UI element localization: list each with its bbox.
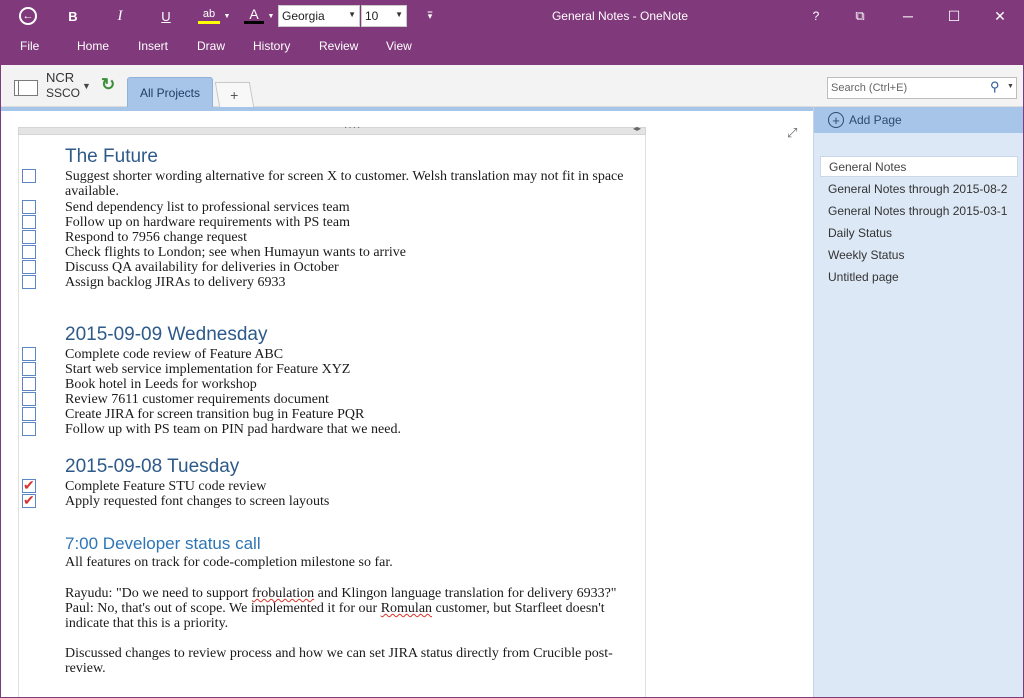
todo-checkbox[interactable] (22, 377, 36, 391)
todo-checkbox[interactable] (22, 200, 36, 214)
notebook-subname[interactable]: SSCO (46, 86, 81, 100)
customize-qat-button[interactable]: ▾̅ (427, 10, 433, 21)
add-page-label: Add Page (849, 113, 902, 127)
todo-checkbox[interactable] (22, 422, 36, 436)
todo-item[interactable]: Create JIRA for screen transition bug in Feature PQR (65, 407, 365, 422)
page-tab[interactable]: General Notes through 2015-08-2 (828, 181, 1008, 196)
expand-icon[interactable]: ⤢ (787, 125, 798, 140)
search-placeholder: Search (Ctrl+E) (831, 82, 908, 94)
todo-item[interactable]: Apply requested font changes to screen layouts (65, 494, 330, 509)
tab-home[interactable]: Home (77, 39, 110, 53)
page-tab-weekly-status[interactable]: Weekly Status (828, 247, 905, 262)
todo-item[interactable]: Book hotel in Leeds for workshop (65, 377, 257, 392)
tab-review[interactable]: Review (319, 39, 359, 53)
bold-button[interactable]: B (68, 8, 78, 24)
plus-circle-icon: + (828, 112, 844, 128)
note-text: and Klingon language translation for delivery 6933?" (314, 586, 617, 601)
note-text: Paul: No, that's out of scope. We implemented it for our (65, 601, 381, 616)
tab-file[interactable]: File (20, 39, 40, 53)
chevron-down-icon[interactable]: ▼ (82, 81, 91, 91)
page-tab[interactable]: General Notes through 2015-03-1 (828, 203, 1008, 218)
todo-item[interactable]: Start web service implementation for Feature XYZ (65, 362, 351, 377)
todo-item[interactable]: Suggest shorter wording alternative for screen X to customer. Welsh translation may not fit in space available. (65, 169, 624, 199)
sync-icon[interactable]: ↻ (101, 75, 116, 94)
tab-view[interactable]: View (386, 39, 412, 53)
search-input[interactable] (827, 77, 1017, 99)
todo-item[interactable]: Check flights to London; see when Humayun wants to arrive (65, 245, 406, 260)
todo-checkbox[interactable] (22, 362, 36, 376)
todo-checkbox-checked[interactable] (22, 494, 36, 508)
todo-checkbox-checked[interactable] (22, 479, 36, 493)
notebook-bar (0, 65, 1024, 107)
todo-item[interactable]: Complete Feature STU code review (65, 479, 267, 494)
todo-item[interactable]: Assign backlog JIRAs to delivery 6933 (65, 275, 286, 290)
misspelled-word[interactable]: Romulan (380, 601, 433, 616)
page-canvas[interactable] (0, 107, 813, 698)
todo-checkbox[interactable] (22, 260, 36, 274)
font-family-select[interactable] (278, 5, 360, 27)
todo-checkbox[interactable] (22, 230, 36, 244)
heading-the-future[interactable]: The Future (65, 146, 158, 167)
page-tab-general-notes[interactable]: General Notes (820, 156, 1018, 177)
add-section-button[interactable] (215, 82, 254, 107)
font-color-icon: A (249, 5, 259, 22)
maximize-button[interactable]: ☐ (947, 7, 961, 24)
help-button[interactable]: ? (812, 9, 820, 23)
page-tab-untitled[interactable]: Untitled page (828, 269, 899, 284)
misspelled-word[interactable]: frobulation (251, 586, 315, 601)
todo-checkbox[interactable] (22, 215, 36, 229)
font-color-dropdown[interactable]: ▼ (267, 12, 275, 20)
page-tab-daily-status[interactable]: Daily Status (828, 225, 893, 240)
note-paragraph-paul[interactable] (65, 601, 640, 631)
note-text: customer, but Starfleet doesn't indicate that this is a priority. (65, 601, 605, 631)
todo-checkbox[interactable] (22, 347, 36, 361)
note-paragraph-rayudu[interactable] (65, 586, 640, 601)
heading-2015-09-08[interactable]: 2015-09-08 Tuesday (65, 456, 240, 477)
tab-history[interactable]: History (253, 39, 291, 53)
todo-checkbox[interactable] (22, 407, 36, 421)
todo-checkbox[interactable] (22, 169, 36, 183)
back-button[interactable] (16, 4, 40, 28)
minimize-button[interactable]: ─ (903, 8, 913, 24)
tab-insert[interactable]: Insert (138, 39, 169, 53)
todo-item[interactable]: Respond to 7956 change request (65, 230, 247, 245)
notebook-icon[interactable] (14, 80, 38, 96)
notebook-name[interactable]: NCR (46, 70, 75, 85)
chevron-down-icon: ▼ (348, 10, 356, 19)
close-button[interactable]: ✕ (994, 7, 1006, 24)
highlight-button[interactable] (198, 6, 220, 24)
note-text: Rayudu: "Do we need to support (65, 586, 252, 601)
window-title: General Notes - OneNote (551, 9, 689, 23)
heading-2015-09-09[interactable]: 2015-09-09 Wednesday (65, 324, 268, 345)
pages-pane (813, 107, 1024, 698)
note-paragraph[interactable]: Discussed changes to review process and how we can set JIRA status directly from Crucible post-review. (65, 646, 613, 676)
todo-item[interactable]: Discuss QA availability for deliveries in October (65, 260, 339, 275)
plus-icon: + (230, 87, 239, 103)
search-scope-dropdown[interactable]: ▼ (1007, 83, 1014, 90)
todo-checkbox[interactable] (22, 245, 36, 259)
font-size-select[interactable] (361, 5, 407, 27)
full-page-view-button[interactable]: ⧉ (855, 8, 865, 23)
search-icon[interactable]: ⚲ (990, 79, 1000, 94)
todo-item[interactable]: Complete code review of Feature ABC (65, 347, 284, 362)
chevron-down-icon: ▼ (395, 10, 403, 19)
todo-item[interactable]: Follow up with PS team on PIN pad hardware that we need. (65, 422, 401, 437)
todo-checkbox[interactable] (22, 392, 36, 406)
todo-item[interactable]: Follow up on hardware requirements with PS team (65, 215, 351, 230)
todo-item[interactable]: Send dependency list to professional services team (65, 200, 350, 215)
resize-arrows-icon[interactable]: ◂▸ (633, 124, 642, 133)
font-size-value: 10 (365, 9, 379, 23)
font-color-button[interactable] (244, 6, 264, 24)
tab-draw[interactable]: Draw (197, 39, 226, 53)
title-bar (0, 0, 1024, 33)
drag-handle-icon[interactable]: ···· (344, 122, 362, 133)
add-page-button[interactable] (814, 107, 1024, 133)
section-tab-all-projects[interactable]: All Projects (127, 77, 213, 107)
back-arrow-icon: ← (19, 7, 37, 25)
heading-developer-call[interactable]: 7:00 Developer status call (65, 534, 261, 553)
todo-checkbox[interactable] (22, 275, 36, 289)
ribbon-tabs (0, 33, 1024, 65)
todo-item[interactable]: Review 7611 customer requirements document (65, 392, 329, 407)
font-family-value: Georgia (282, 9, 325, 23)
italic-button[interactable]: I (117, 7, 123, 24)
note-paragraph[interactable]: All features on track for code-completion milestone so far. (65, 555, 393, 570)
outline-container-handle[interactable] (18, 122, 646, 135)
highlight-dropdown[interactable]: ▼ (223, 12, 231, 20)
underline-button[interactable]: U (161, 8, 171, 24)
highlighter-icon: ab (202, 7, 216, 20)
